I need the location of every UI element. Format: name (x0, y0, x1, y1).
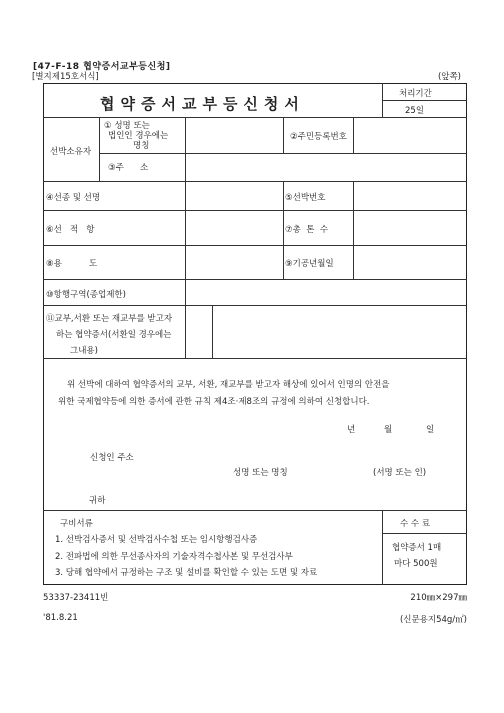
name-label-line3: 명칭 (133, 141, 150, 151)
owner-col-divider (99, 117, 100, 181)
required-documents-title: 구비서류 (60, 519, 93, 529)
navigation-area-label: ⑩항행구역(종업제한) (46, 290, 126, 300)
row-divider-7 (43, 510, 467, 511)
fee-divider (382, 533, 467, 534)
usage-label: ⑧용 도 (46, 259, 98, 269)
vessel-number-field[interactable] (354, 182, 466, 209)
footer-code: 53337-23411빈 (43, 593, 109, 603)
date-month-label: 월 (384, 425, 393, 435)
document-code: [47-F-18 협약증서교부등신청] (33, 62, 171, 72)
fee-value-line2: 마다 500원 (394, 559, 438, 569)
statement-line1: 위 선박에 대하여 협약증서의 교부, 서환, 재교부를 받고자 해상에 있어서 인명의 안전을 (67, 380, 390, 390)
form-title: 협약증서교부등신청서 (100, 95, 305, 113)
required-document-2: 2. 전파법에 의한 무선종사자의 기술자격수첩사본 및 무선검사부 (55, 552, 293, 562)
certificate-label-line1: ⑪교부,서환 또는 재교부를 받고자 (46, 314, 173, 324)
port-of-registry-field[interactable] (186, 211, 282, 244)
address-label: ③주 소 (108, 163, 149, 173)
owner-name-field[interactable] (186, 118, 282, 152)
registration-number-label: ②주민등록번호 (290, 132, 347, 142)
form-number: [별지제15호서식] (32, 72, 99, 82)
vessel-type-name-field[interactable] (186, 182, 282, 209)
signature-label: (서명 또는 인) (373, 468, 427, 478)
port-of-registry-label: ⑥선 적 항 (46, 225, 95, 235)
date-year-label: 년 (347, 425, 356, 435)
footer-date: '81.8.21 (43, 613, 78, 623)
keel-laying-date-field[interactable] (354, 246, 466, 278)
vessel-number-label: ⑤선박번호 (285, 193, 326, 203)
certificate-label-line3: 그내용) (70, 346, 98, 356)
required-document-3: 3. 당해 협약에서 규정하는 구조 및 설비를 확인할 수 있는 도면 및 자료 (55, 568, 318, 578)
certificate-label-line2: 하는 협약증서(서환일 경우에는 (56, 330, 172, 340)
fee-value-line1: 협약증서 1매 (392, 543, 442, 553)
gross-tonnage-field[interactable] (354, 211, 466, 244)
processing-period-value: 25일 (405, 106, 425, 116)
keel-laying-date-label: ⑨기공년월일 (285, 259, 334, 269)
navigation-area-field[interactable] (186, 280, 466, 304)
row-divider-6 (43, 358, 467, 359)
processing-period-label: 처리기간 (399, 89, 432, 99)
front-page-label: (앞쪽) (437, 72, 461, 82)
owner-address-field[interactable] (186, 154, 466, 180)
right-col-divider-a (283, 181, 284, 279)
name-label-line1: ① 성명 또는 (104, 121, 150, 131)
vessel-type-name-label: ④선종 및 선명 (46, 193, 101, 203)
regno-col-divider-a (283, 117, 284, 153)
registration-number-field[interactable] (354, 118, 466, 152)
fee-label: 수 수 료 (400, 519, 431, 529)
application-statement (58, 377, 458, 411)
fee-col-divider (382, 510, 383, 585)
applicant-name-label: 성명 또는 명칭 (233, 468, 288, 478)
statement-line2: 위한 국제협약등에 의한 증서에 관한 규칙 제4조·제8조의 규정에 의하여 신청합니다. (58, 397, 370, 407)
name-label-line2: 법인인 경우에는 (108, 131, 169, 141)
footer-size: 210㎜×297㎜ (410, 593, 467, 603)
required-document-1: 1. 선박검사증서 및 선박검사수첩 또는 임시항행검사증 (55, 535, 258, 545)
addressee-label: 귀하 (89, 496, 106, 506)
applicant-address-label: 신청인 주소 (90, 453, 134, 463)
certificate-request-field[interactable] (213, 306, 466, 357)
date-day-label: 일 (426, 425, 435, 435)
usage-field[interactable] (186, 246, 282, 278)
processing-divider (382, 100, 467, 101)
owner-group-label: 선박소유자 (50, 147, 92, 157)
footer-paper: (신문용지54g/㎡) (399, 615, 467, 625)
gross-tonnage-label: ⑦총 톤 수 (285, 225, 329, 235)
title-col-divider (382, 83, 383, 117)
